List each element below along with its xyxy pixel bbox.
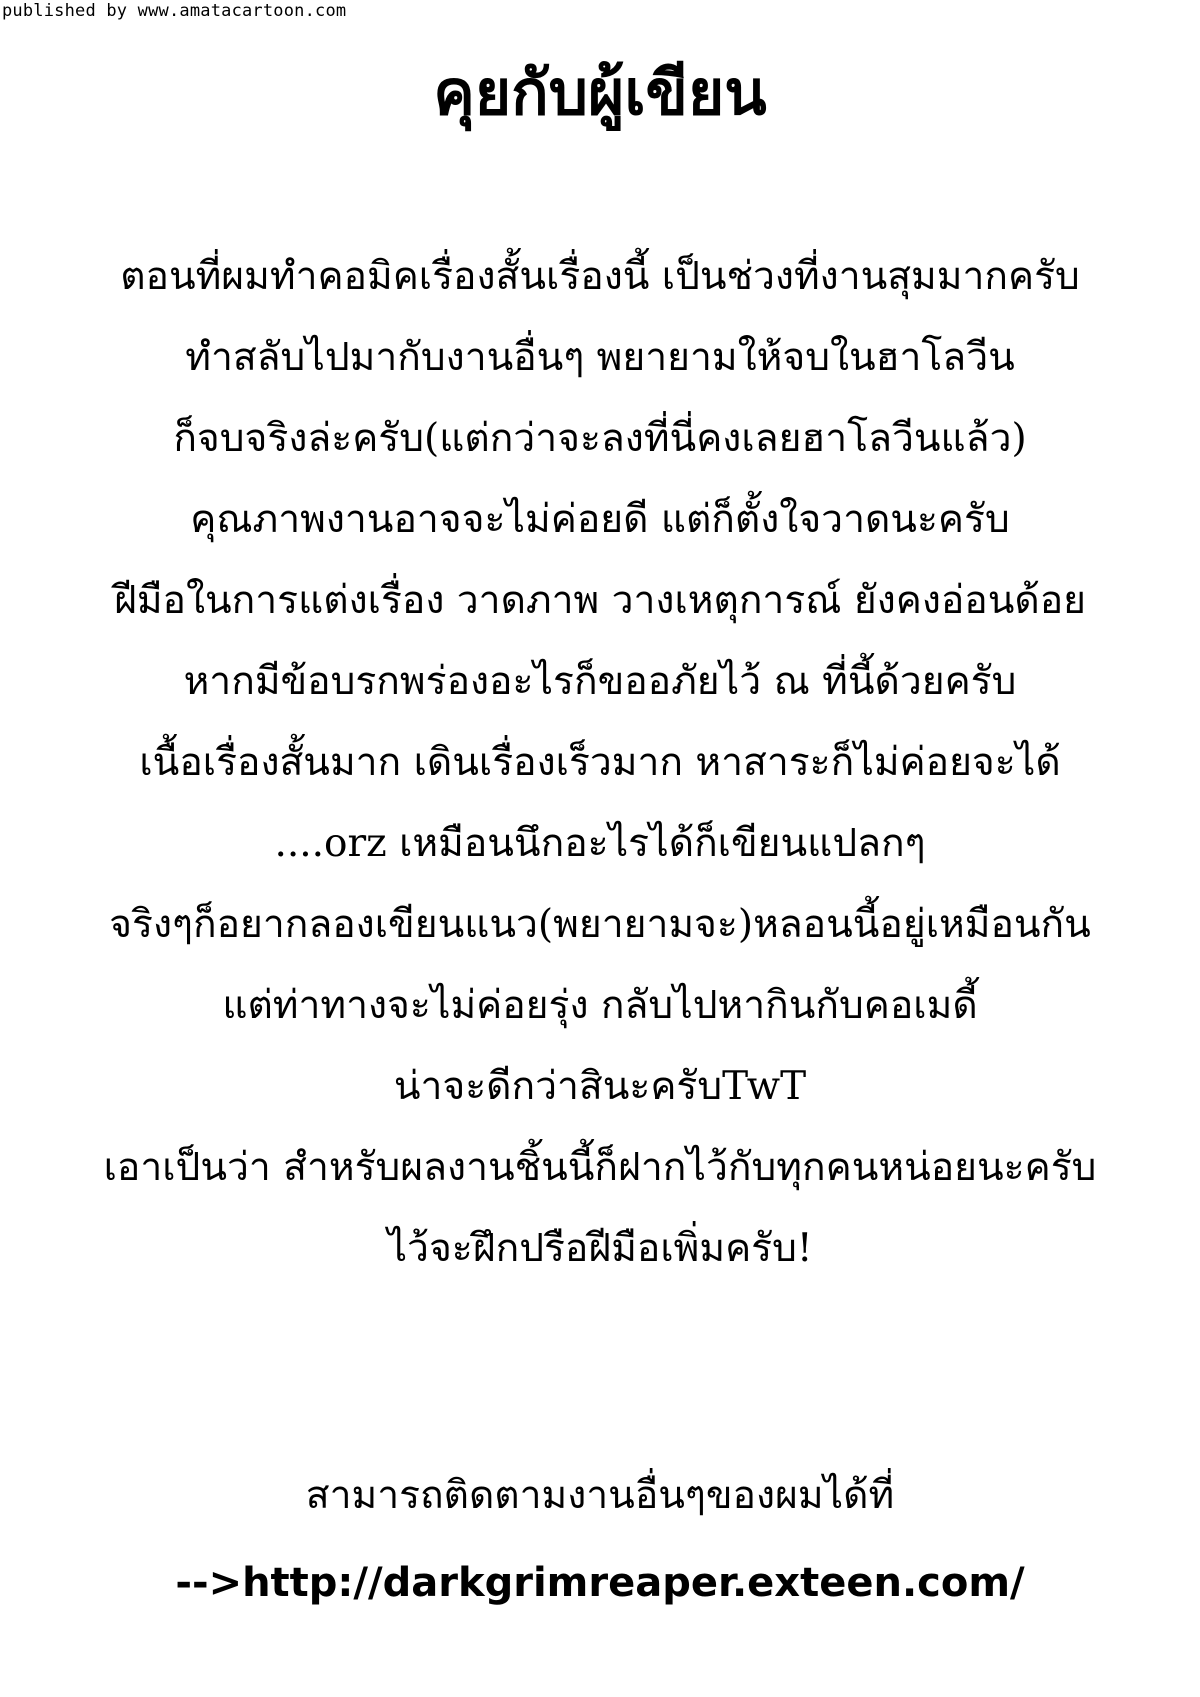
- body-line: ไว้จะฝึกปรือฝีมือเพิ่มครับ!: [387, 1226, 813, 1271]
- author-blog-link[interactable]: -->http://darkgrimreaper.exteen.com/: [175, 1560, 1025, 1606]
- follow-text: สามารถติดตามงานอื่นๆของผมได้ที่: [305, 1473, 895, 1518]
- body-line: แต่ท่าทางจะไม่ค่อยรุ่ง กลับไปหากินกับคอเมดี้: [222, 983, 978, 1028]
- body-line: ทำสลับไปมากับงานอื่นๆ พยายามให้จบในฮาโลวีน: [185, 335, 1015, 380]
- publisher-credit: published by www.amatacartoon.com: [2, 1, 347, 21]
- body-line: เอาเป็นว่า สำหรับผลงานชิ้นนี้ก็ฝากไว้กับทุกคนหน่อยนะครับ: [103, 1145, 1097, 1190]
- body-line: เนื้อเรื่องสั้นมาก เดินเรื่องเร็วมาก หาสาระก็ไม่ค่อยจะได้: [139, 740, 1061, 785]
- body-line: จริงๆก็อยากลองเขียนแนว(พยายามจะ)หลอนนี้อยู่เหมือนกัน: [109, 902, 1091, 947]
- body-line: ก็จบจริงล่ะครับ(แต่กว่าจะลงที่นี่คงเลยฮาโลวีนแล้ว): [173, 416, 1027, 461]
- body-line: ตอนที่ผมทำคอมิคเรื่องสั้นเรื่องนี้ เป็นช่วงที่งานสุมมากครับ: [120, 254, 1080, 299]
- body-line: หากมีข้อบรกพร่องอะไรก็ขออภัยไว้ ณ ที่นี้ด้วยครับ: [183, 659, 1017, 704]
- author-note-body: [0, 236, 1200, 1289]
- page-title: คุยกับผู้เขียน: [433, 56, 767, 129]
- body-line: ฝีมือในการแต่งเรื่อง วาดภาพ วางเหตุการณ์ ยังคงอ่อนด้อย: [113, 578, 1086, 623]
- body-line: น่าจะดีกว่าสินะครับTwT: [393, 1064, 807, 1109]
- body-line: ....orz เหมือนนึกอะไรได้ก็เขียนแปลกๆ: [274, 821, 926, 866]
- body-line: คุณภาพงานอาจจะไม่ค่อยดี แต่ก็ตั้งใจวาดนะครับ: [190, 497, 1010, 542]
